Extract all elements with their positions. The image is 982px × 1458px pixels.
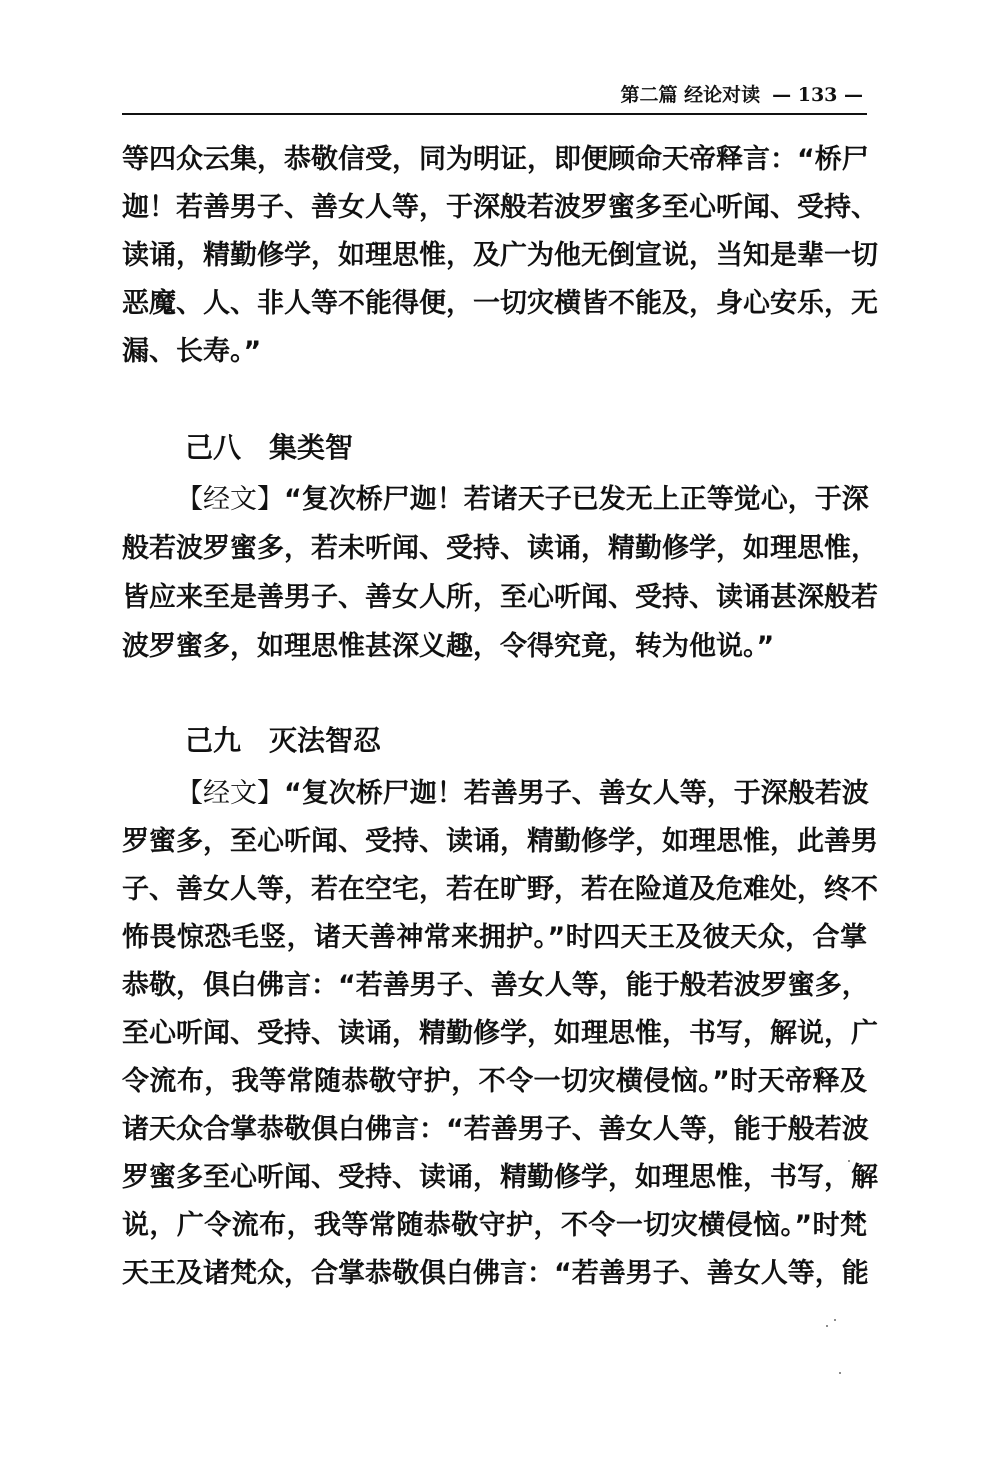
body-line-text: “复次桥尸迦！若善男子、善女人等，于深般若波: [284, 778, 869, 809]
running-header: [400, 80, 863, 110]
scan-speck: [834, 1319, 836, 1321]
scan-speck: [848, 1160, 850, 1162]
body-line: 迦！若善男子、善女人等，于深般若波罗蜜多至心听闻、受持、: [122, 192, 878, 223]
body-line: 令流布，我等常随恭敬守护，不令一切灾横侵恼。”时天帝释及: [122, 1066, 867, 1097]
body-line: 恭敬，俱白佛言：“若善男子、善女人等，能于般若波罗蜜多，: [122, 970, 869, 1001]
body-line: 波罗蜜多，如理思惟甚深义趣，令得究竟，转为他说。”: [122, 631, 775, 662]
scripture-label: 【经文】: [176, 778, 284, 809]
body-line: 子、善女人等，若在空宅，若在旷野，若在险道及危难处，终不: [122, 874, 878, 905]
section-heading: [185, 716, 381, 766]
body-line: 罗蜜多至心听闻、受持、读诵，精勤修学，如理思惟，书写，解: [122, 1162, 878, 1193]
body-line: 诸天众合掌恭敬俱白佛言：“若善男子、善女人等，能于般若波: [122, 1114, 869, 1145]
body-line: 恶魔、人、非人等不能得便，一切灾横皆不能及，身心安乐，无: [122, 288, 878, 319]
section-title: 集类智: [269, 431, 354, 464]
section-number: 己九: [185, 724, 242, 757]
body-line: [176, 476, 867, 524]
body-line: 罗蜜多，至心听闻、受持、读诵，精勤修学，如理思惟，此善男: [122, 826, 878, 857]
body-line-text: “复次桥尸迦！若诸天子已发无上正等觉心，于深: [284, 484, 869, 515]
body-line: 等四众云集，恭敬信受，同为明证，即便顾命天帝释言：“桥尸: [122, 144, 869, 175]
section-title: 灭法智忍: [269, 724, 382, 757]
body-line: 天王及诸梵众，合掌恭敬俱白佛言：“若善男子、善女人等，能: [122, 1258, 869, 1289]
body-line: 说，广令流布，我等常随恭敬守护，不令一切灾横侵恼。”时梵: [122, 1210, 867, 1241]
body-line: [176, 770, 867, 818]
scan-speck: [839, 1372, 841, 1374]
body-line: 般若波罗蜜多，若未听闻、受持、读诵，精勤修学，如理思惟，: [122, 533, 878, 564]
scan-speck: [826, 1325, 828, 1327]
running-header-title: 第二篇 经论对读: [620, 84, 761, 106]
page-number: — 133 —: [772, 84, 863, 106]
header-rule: [122, 113, 867, 115]
section-number: 己八: [185, 431, 242, 464]
scripture-label: 【经文】: [176, 484, 284, 515]
section-heading: [185, 423, 353, 473]
body-line: 至心听闻、受持、读诵，精勤修学，如理思惟，书写，解说，广: [122, 1018, 878, 1049]
body-line: 漏、长寿。”: [122, 336, 262, 367]
body-line: 读诵，精勤修学，如理思惟，及广为他无倒宣说，当知是辈一切: [122, 240, 878, 271]
body-line: 怖畏惊恐毛竖，诸天善神常来拥护。”时四天王及彼天众，合掌: [122, 922, 867, 953]
body-line: 皆应来至是善男子、善女人所，至心听闻、受持、读诵甚深般若: [122, 582, 878, 613]
